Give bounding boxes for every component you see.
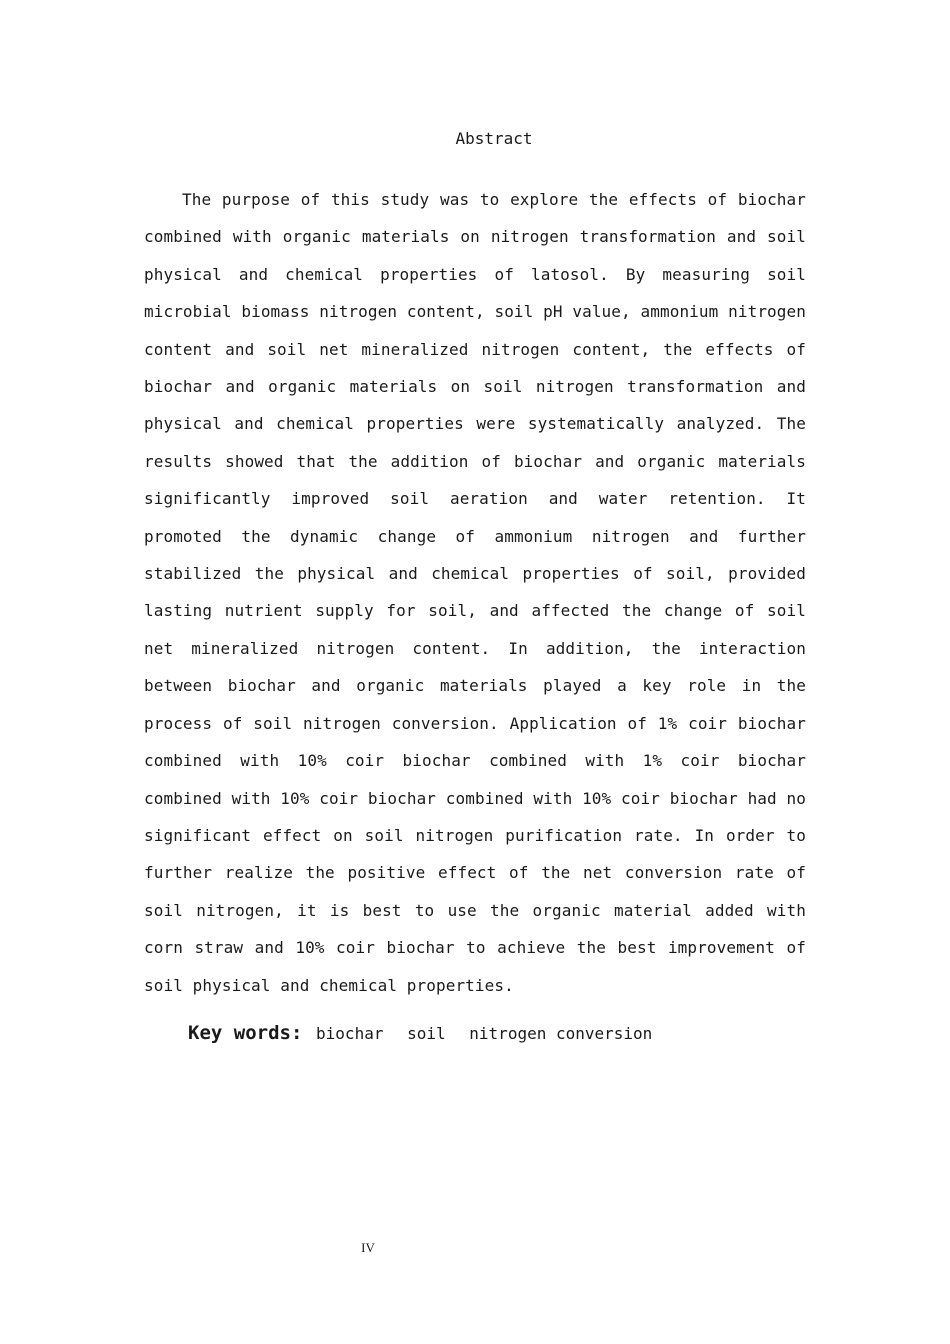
keyword-item: soil xyxy=(407,1024,446,1043)
keywords-line xyxy=(188,1019,666,1048)
keyword-item: nitrogen conversion xyxy=(469,1024,653,1043)
abstract-title: Abstract xyxy=(455,129,533,148)
abstract-body: The purpose of this study was to explore the effects of biochar combined with organic materials on nitrogen transformation and soil physical and chemical properties of latosol. By measuring soil microbial biomass nitrogen content, soil pH value, ammonium nitrogen content and soil net mineralized nitrogen content, the effects of biochar and organic materials on soil nitrogen transformation and physical and chemical properties were systematically analyzed. The results showed that the addition of biochar and organic materials significantly improved soil aeration and water retention. It promoted the dynamic change of ammonium nitrogen and further stabilized the physical and chemical properties of soil, provided lasting nutrient supply for soil, and affected the change of soil net mineralized nitrogen content. In addition, the interaction between biochar and organic materials played a key role in the process of soil nitrogen conversion. Application of 1% coir biochar combined with 10% coir biochar combined with 1% coir biochar combined with 10% coir biochar combined with 10% coir biochar had no significant effect on soil nitrogen purification rate. In order to further realize the positive effect of the net conversion rate of soil nitrogen, it is best to use the organic material added with corn straw and 10% coir biochar to achieve the best improvement of soil physical and chemical properties. xyxy=(144,190,806,995)
keywords-label: Key words: xyxy=(188,1022,303,1044)
keyword-item: biochar xyxy=(316,1024,384,1043)
page-number: IV xyxy=(361,1240,375,1255)
